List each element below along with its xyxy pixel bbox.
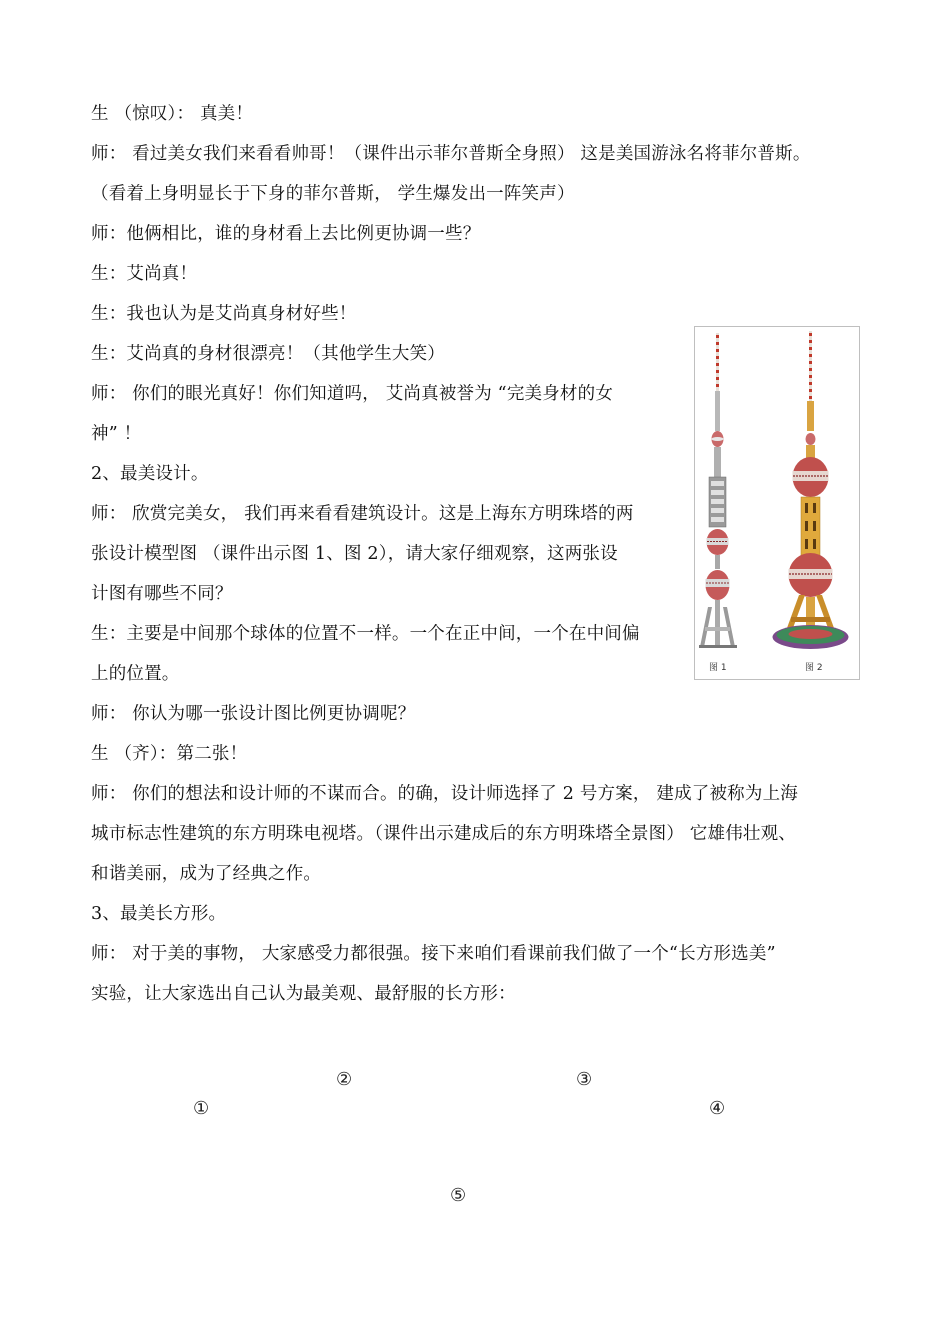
section-heading-2: 2、最美设计。 [91,464,209,484]
text-line-2: 师： 看过美女我们来看看帅哥！（课件出示菲尔普斯全身照） 这是美国游泳名将菲尔普斯。 [91,144,811,164]
tower-models-illustration [695,327,861,681]
rectangle-label-4: ④ [709,1098,726,1119]
figure-caption-1: 图 1 [709,663,727,673]
section-heading-3: 3、最美长方形。 [91,904,227,924]
text-line-11: 师： 欣赏完美女， 我们再来看看建筑设计。这是上海东方明珠塔的两 [91,504,634,524]
rectangle-label-2: ② [336,1069,353,1090]
tower-model-2 [773,331,849,649]
text-line-22: 师： 对于美的事物， 大家感受力都很强。接下来咱们看课前我们做了一个“长方形选美” [91,944,776,964]
text-line-4: 师：他俩相比，谁的身材看上去比例更协调一些？ [91,224,481,244]
text-line-14: 生：主要是中间那个球体的位置不一样。一个在正中间，一个在中间偏 [91,624,640,644]
rectangle-label-5: ⑤ [450,1185,467,1206]
text-line-16: 师： 你认为哪一张设计图比例更协调呢？ [91,704,416,724]
text-line-20: 和谐美丽，成为了经典之作。 [91,864,322,884]
text-line-18: 师： 你们的想法和设计师的不谋而合。的确，设计师选择了 2 号方案， 建成了被称为上海 [91,784,798,804]
text-line-6: 生：我也认为是艾尚真身材好些！ [91,304,357,324]
tower-design-figure [694,326,860,680]
text-line-17: 生 （齐）：第二张！ [91,744,248,764]
tower-model-1 [699,333,737,648]
rectangle-label-3: ③ [576,1069,593,1090]
text-line-5: 生：艾尚真！ [91,264,198,284]
text-line-12: 张设计模型图 （课件出示图 1、图 2），请大家仔细观察，这两张设 [91,544,618,564]
text-line-3: （看着上身明显长于下身的菲尔普斯， 学生爆发出一阵笑声） [91,184,575,204]
text-line-13: 计图有哪些不同？ [91,584,233,604]
rectangle-label-1: ① [193,1098,210,1119]
text-line-23: 实验，让大家选出自己认为最美观、最舒服的长方形： [91,984,516,1004]
text-line-15: 上的位置。 [91,664,180,684]
text-line-7: 生：艾尚真的身材很漂亮！（其他学生大笑） [91,344,445,364]
text-line-8: 师： 你们的眼光真好！你们知道吗， 艾尚真被誉为 “完美身材的女 [91,384,614,404]
figure-caption-2: 图 2 [805,663,823,673]
text-line-1: 生 （惊叹）： 真美！ [91,104,254,124]
text-line-9: 神” ！ [91,424,142,444]
text-line-19: 城市标志性建筑的东方明珠电视塔。（课件出示建成后的东方明珠塔全景图） 它雄伟壮观、 [91,824,797,844]
